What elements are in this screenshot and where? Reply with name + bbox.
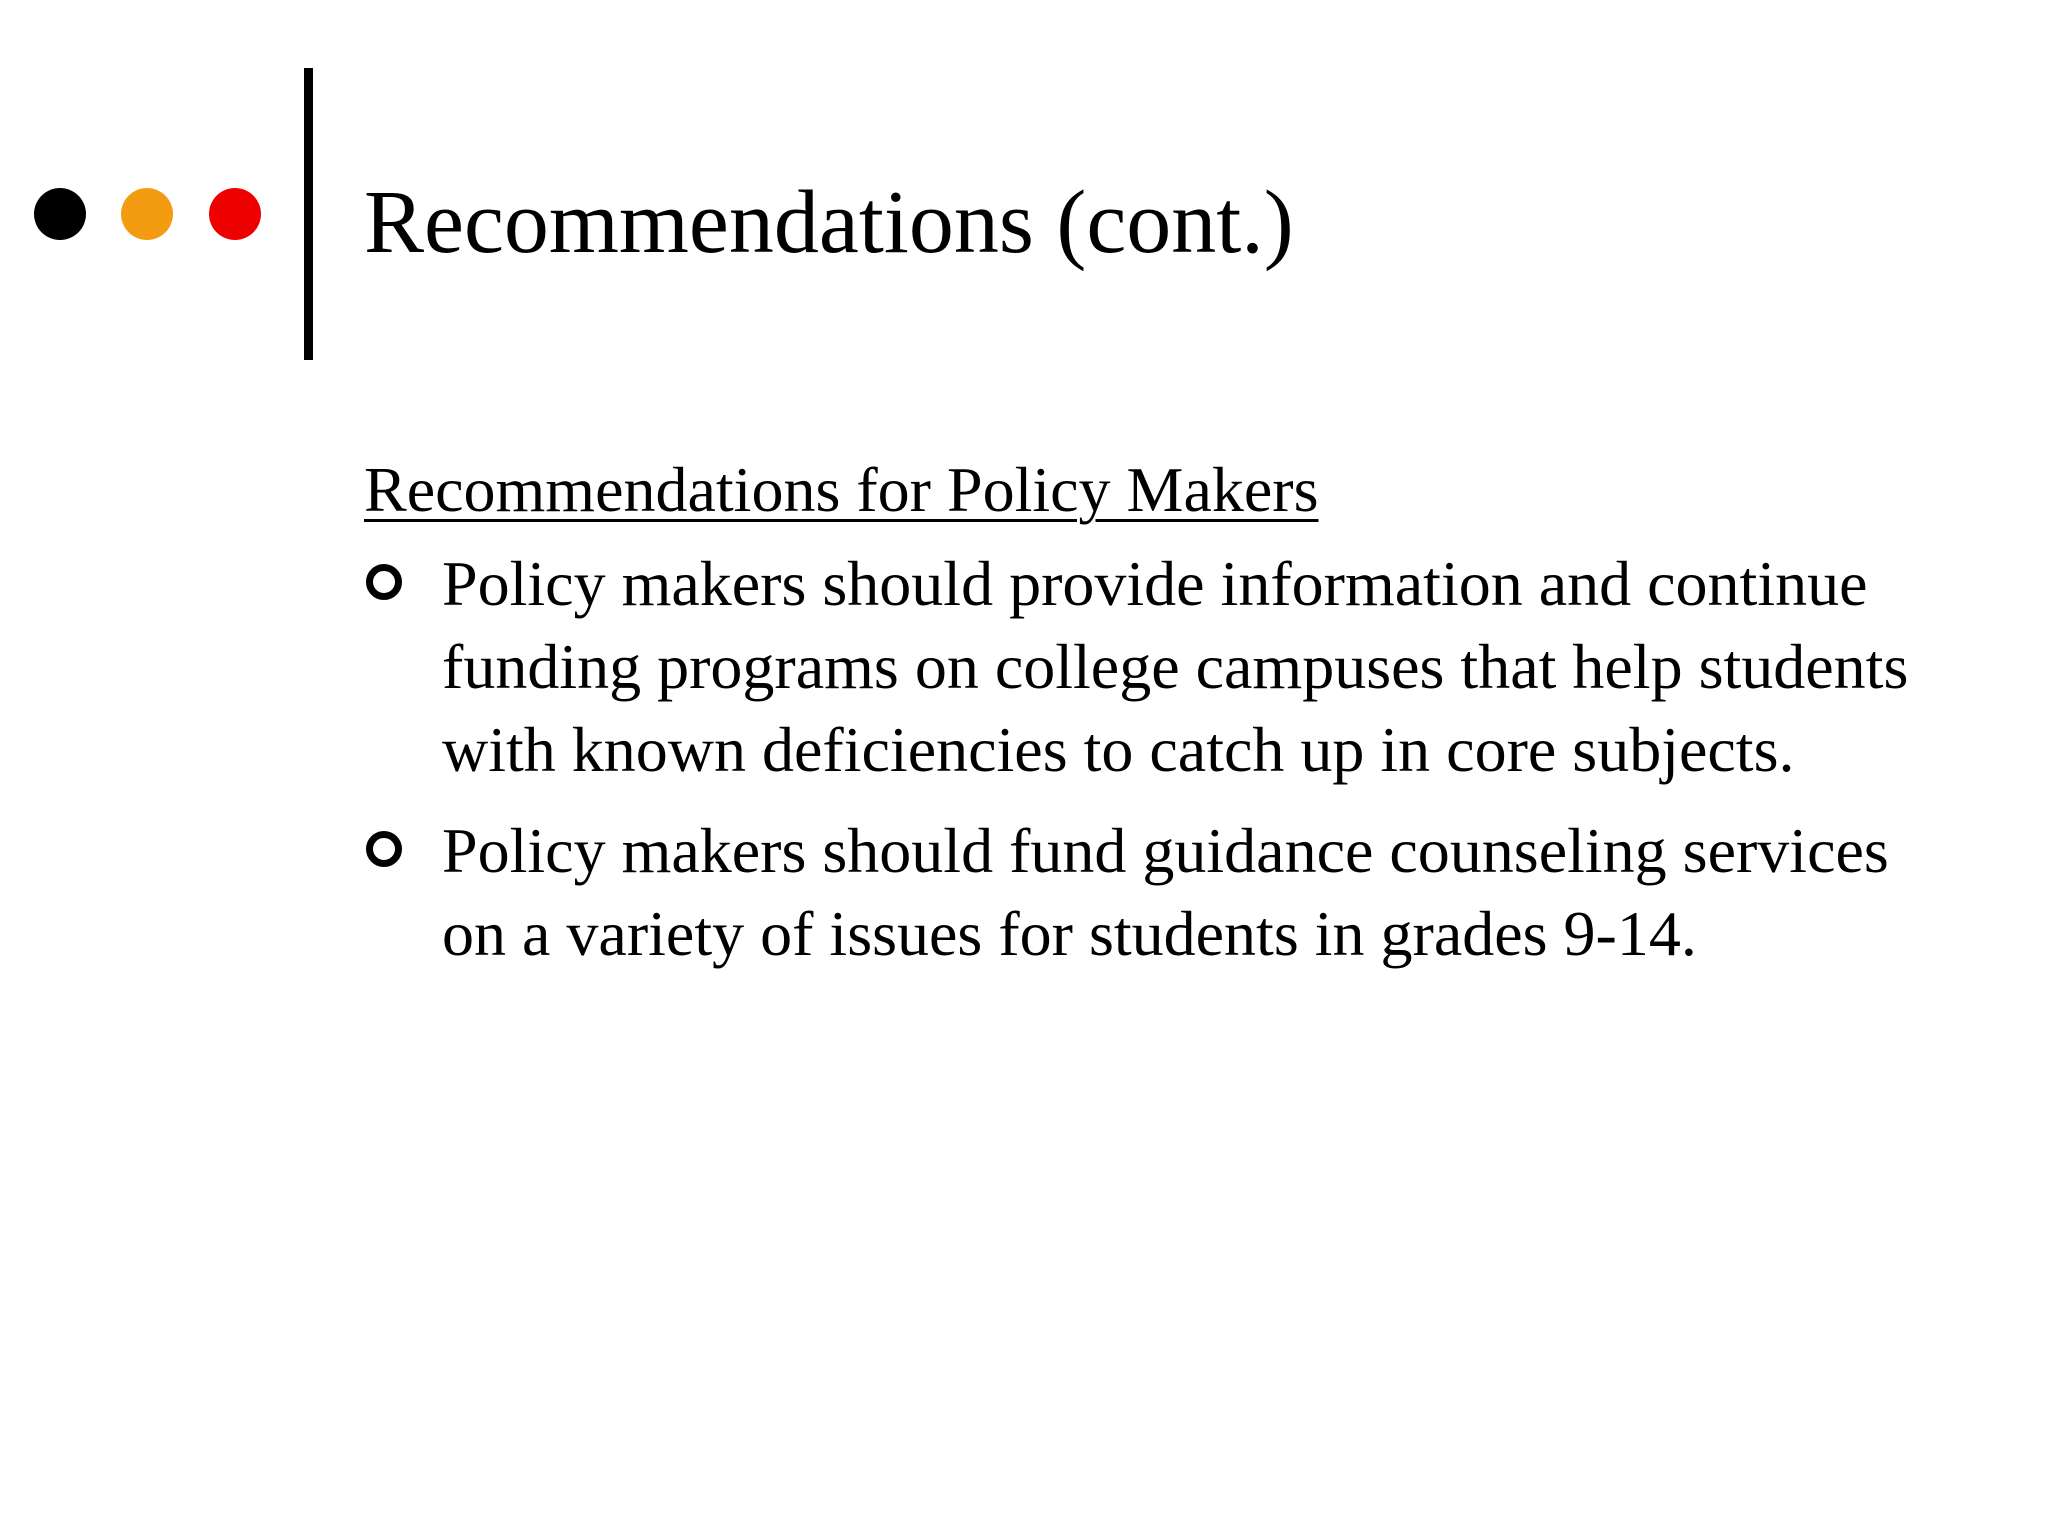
bullet-text: Policy makers should provide information and continue funding programs on college campuses that help students with known deficiencies to catch up in core subjects. bbox=[442, 548, 1909, 785]
bullet-list bbox=[364, 542, 1964, 975]
slide-body bbox=[364, 448, 1964, 993]
bullet-item bbox=[364, 542, 1964, 791]
red-dot-icon bbox=[209, 188, 261, 240]
hollow-circle-icon bbox=[366, 564, 402, 600]
bullet-text: Policy makers should fund guidance counseling services on a variety of issues for students in grades 9-14. bbox=[442, 815, 1889, 969]
slide-title: Recommendations (cont.) bbox=[364, 173, 1294, 272]
vertical-divider bbox=[304, 68, 313, 360]
orange-dot-icon bbox=[121, 188, 173, 240]
section-subheading: Recommendations for Policy Makers bbox=[364, 454, 1319, 525]
hollow-circle-icon bbox=[366, 831, 402, 867]
black-dot-icon bbox=[34, 188, 86, 240]
bullet-item bbox=[364, 809, 1964, 975]
